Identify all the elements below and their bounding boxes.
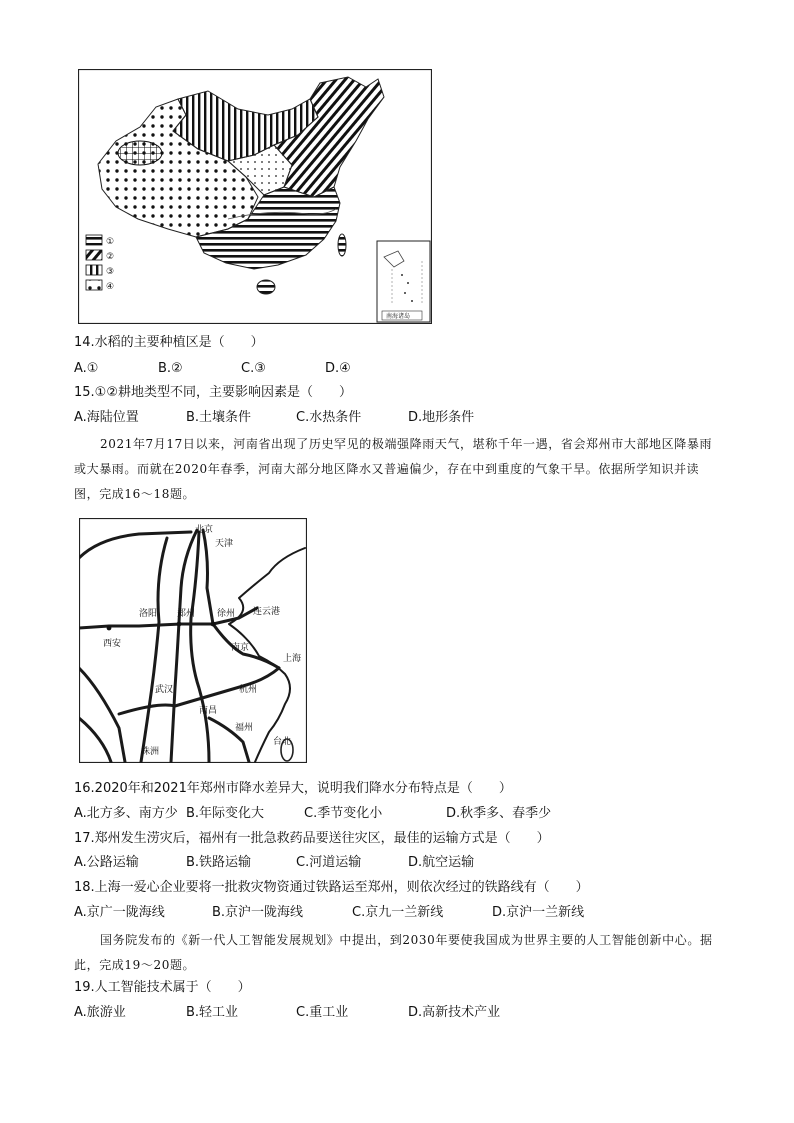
legend-label-2: ② bbox=[106, 252, 115, 262]
q19-option-b[interactable]: B.轻工业 bbox=[186, 1005, 239, 1020]
city-nanjing: 南京 bbox=[231, 643, 250, 653]
south-china-sea-inset bbox=[377, 241, 430, 322]
q14-option-d[interactable]: D.④ bbox=[325, 361, 351, 376]
city-tianjin: 天津 bbox=[215, 539, 234, 549]
q16-option-b[interactable]: B.年际变化大 bbox=[186, 806, 265, 821]
q14-option-a[interactable]: A.① bbox=[74, 361, 99, 376]
question-15-stem: 15.①②耕地类型不同，主要影响因素是（ ） bbox=[74, 385, 352, 400]
q14-option-b[interactable]: B.② bbox=[158, 361, 183, 376]
q19-option-d[interactable]: D.高新技术产业 bbox=[408, 1005, 501, 1020]
q16-option-d[interactable]: D.秋季多、春季少 bbox=[446, 806, 552, 821]
legend-label-4: ④ bbox=[106, 282, 115, 292]
q15-option-c[interactable]: C.水热条件 bbox=[296, 410, 362, 425]
city-zhuzhou: 株洲 bbox=[141, 747, 160, 757]
city-wuhan: 武汉 bbox=[155, 685, 174, 695]
legend-label-3: ③ bbox=[106, 267, 115, 277]
city-nanchang: 南昌 bbox=[199, 706, 218, 716]
city-xian: 西安 bbox=[103, 639, 122, 649]
q17-option-d[interactable]: D.航空运输 bbox=[408, 855, 475, 870]
q18-option-b[interactable]: B.京沪一陇海线 bbox=[212, 905, 304, 920]
city-xuzhou: 徐州 bbox=[217, 609, 236, 619]
city-hangzhou: 杭州 bbox=[239, 685, 258, 695]
q14-option-c[interactable]: C.③ bbox=[241, 361, 266, 376]
question-17-stem: 17.郑州发生涝灾后，福州有一批急救药品要送往灾区，最佳的运输方式是（ ） bbox=[74, 831, 550, 846]
city-lianyungang: 连云港 bbox=[253, 607, 281, 617]
taiwan-island bbox=[338, 234, 346, 256]
xinjiang-grid-area bbox=[118, 141, 162, 165]
q19-option-a[interactable]: A.旅游业 bbox=[74, 1005, 126, 1020]
question-18-stem: 18.上海一爱心企业要将一批救灾物资通过铁路运至郑州，则依次经过的铁路线有（ ） bbox=[74, 880, 589, 895]
inset-caption: 南海诸岛 bbox=[386, 313, 411, 320]
city-luoyang: 洛阳 bbox=[139, 609, 158, 619]
q17-option-a[interactable]: A.公路运输 bbox=[74, 855, 139, 870]
city-beijing: 北京 bbox=[195, 525, 214, 535]
q18-option-d[interactable]: D.京沪一兰新线 bbox=[492, 905, 585, 920]
q15-option-a[interactable]: A.海陆位置 bbox=[74, 410, 139, 425]
passage-ai-plan: 国务院发布的《新一代人工智能发展规划》中提出，到2030年要使我国成为世界主要的人工智能创新中心。据此，完成19～20题。 bbox=[74, 933, 713, 972]
city-taibei: 台北 bbox=[273, 737, 292, 747]
q19-option-c[interactable]: C.重工业 bbox=[296, 1005, 349, 1020]
q15-option-d[interactable]: D.地形条件 bbox=[408, 410, 475, 425]
legend-label-1: ① bbox=[106, 237, 115, 247]
city-shanghai: 上海 bbox=[283, 654, 302, 664]
hainan-island bbox=[257, 280, 275, 294]
china-agriculture-map bbox=[78, 69, 432, 324]
q15-option-b[interactable]: B.土壤条件 bbox=[186, 410, 252, 425]
q18-option-c[interactable]: C.京九一兰新线 bbox=[352, 905, 444, 920]
q16-option-c[interactable]: C.季节变化小 bbox=[304, 806, 383, 821]
question-19-stem: 19.人工智能技术属于（ ） bbox=[74, 980, 251, 995]
city-zhengzhou: 郑州 bbox=[177, 609, 196, 619]
question-14-stem: 14.水稻的主要种植区是（ ） bbox=[74, 335, 264, 350]
city-fuzhou: 福州 bbox=[235, 723, 254, 733]
q17-option-b[interactable]: B.铁路运输 bbox=[186, 855, 252, 870]
railway-map bbox=[79, 518, 307, 763]
passage-henan-rainfall: 2021年7月17日以来，河南省出现了历史罕见的极端强降雨天气，堪称千年一遇，省会郑州市大部地区降暴雨或大暴雨。而就在2020年春季，河南大部分地区降水又普遍偏少，存在中到重度的气象干旱。依据所学知识并读图，完成16～18题。 bbox=[74, 437, 713, 501]
q17-option-c[interactable]: C.河道运输 bbox=[296, 855, 362, 870]
q18-option-a[interactable]: A.京广一陇海线 bbox=[74, 905, 165, 920]
q16-option-a[interactable]: A.北方多、南方少 bbox=[74, 806, 178, 821]
question-16-stem: 16.2020年和2021年郑州市降水差异大，说明我们降水分布特点是（ ） bbox=[74, 781, 512, 796]
